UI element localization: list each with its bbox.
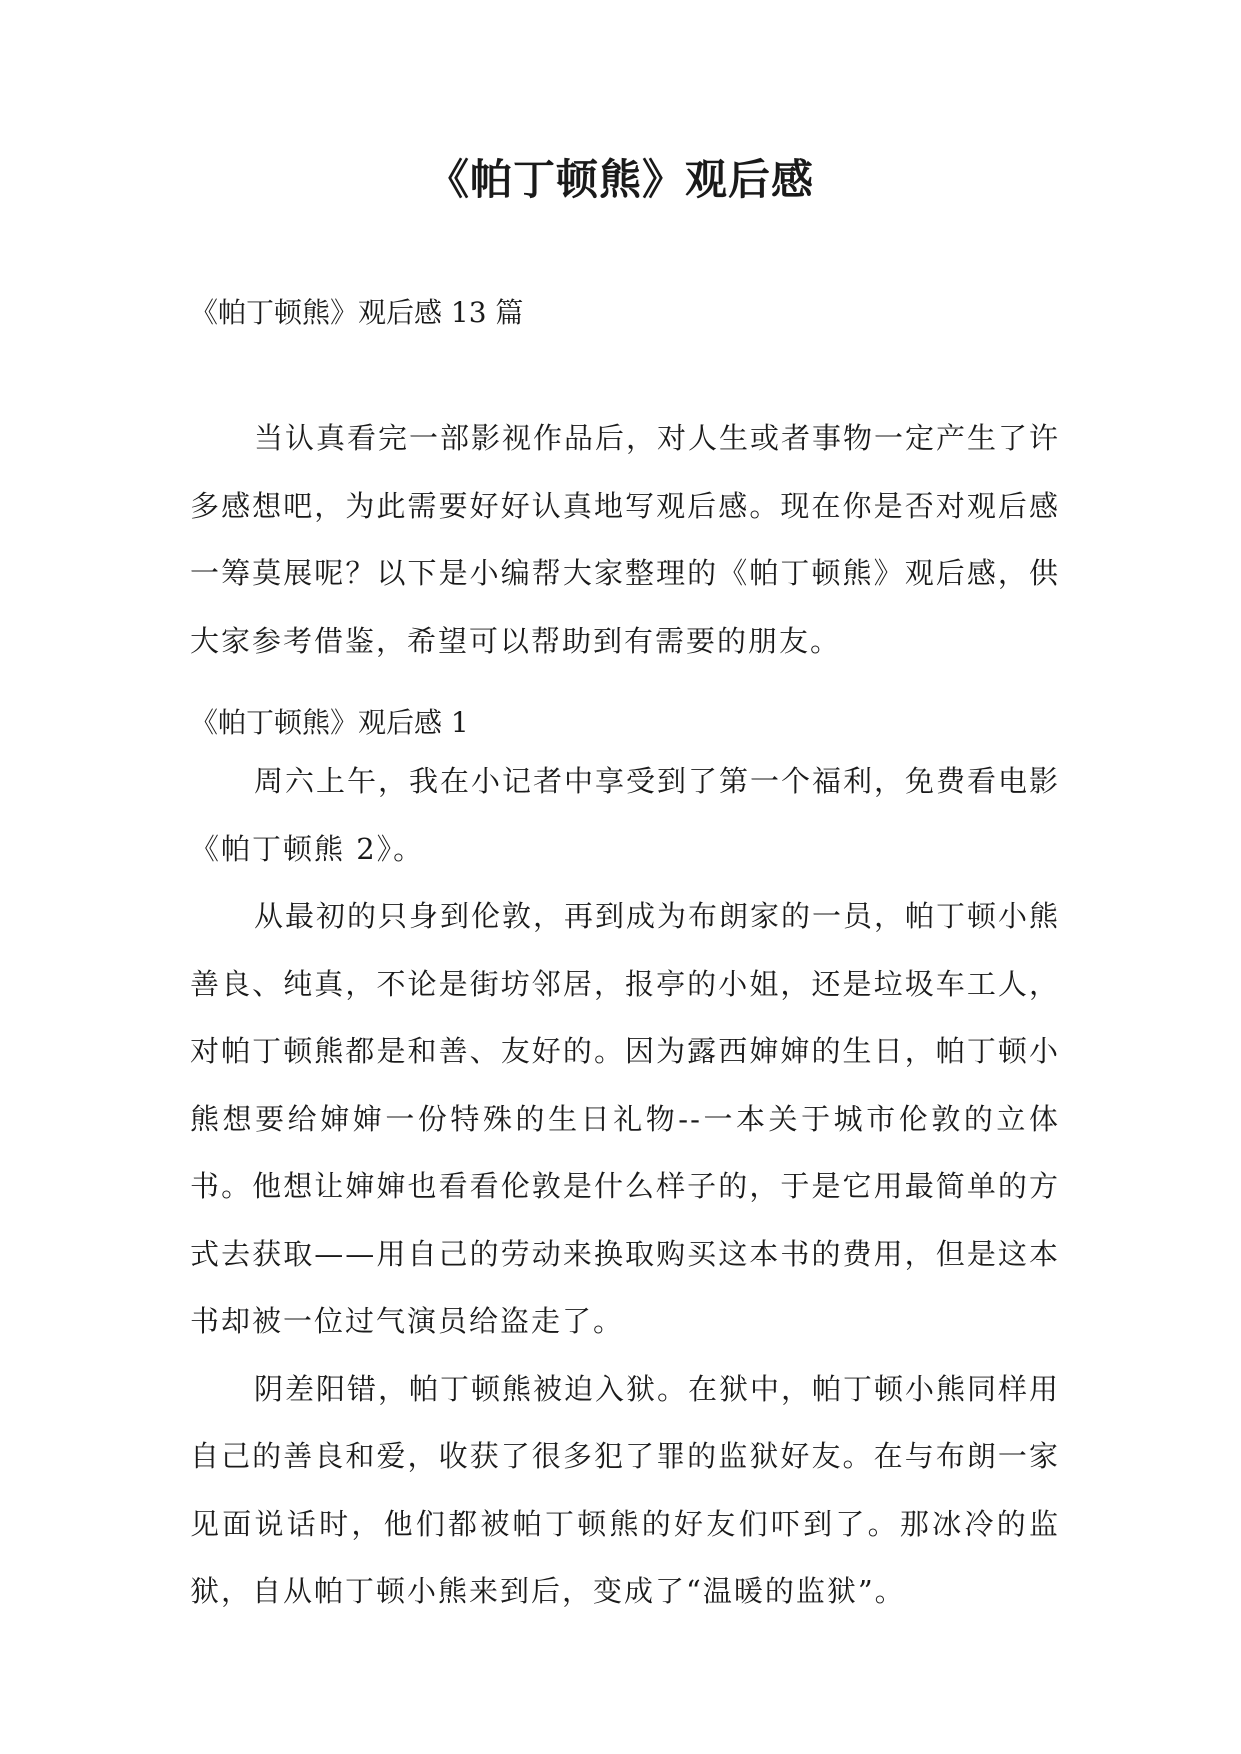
document-title: 《帕丁顿熊》观后感: [426, 155, 814, 204]
section-heading: 《帕丁顿熊》观后感 1: [190, 706, 469, 739]
intro-paragraph: 当认真看完一部影视作品后，对人生或者事物一定产生了许多感想吧，为此需要好好认真地写观后感。现在你是否对观后感一筹莫展呢？以下是小编帮大家整理的《帕丁顿熊》观后感，供大家参考借鉴，希望可以帮助到有需要的朋友。: [190, 421, 1061, 658]
document-subtitle: 《帕丁顿熊》观后感 13 篇: [190, 296, 524, 329]
section-body: [190, 748, 1060, 1626]
body-paragraph: 从最初的只身到伦敦，再到成为布朗家的一员，帕丁顿小熊善良、纯真，不论是街坊邻居，报亭的小姐，还是垃圾车工人，对帕丁顿熊都是和善、友好的。因为露西婶婶的生日，帕丁顿小熊想要给婶婶一份特殊的生日礼物--一本关于城市伦敦的立体书。他想让婶婶也看看伦敦是什么样子的，于是它用最简单的方式去获取——用自己的劳动来换取购买这本书的费用，但是这本书却被一位过气演员给盗走了。: [190, 899, 1061, 1338]
body-paragraph: 周六上午，我在小记者中享受到了第一个福利，免费看电影《帕丁顿熊 2》。: [190, 764, 1061, 866]
body-paragraph: 阴差阳错，帕丁顿熊被迫入狱。在狱中，帕丁顿小熊同样用自己的善良和爱，收获了很多犯了罪的监狱好友。在与布朗一家见面说话时，他们都被帕丁顿熊的好友们吓到了。那冰冷的监狱，自从帕丁顿小熊来到后，变成了“温暖的监狱”。: [190, 1371, 1061, 1608]
